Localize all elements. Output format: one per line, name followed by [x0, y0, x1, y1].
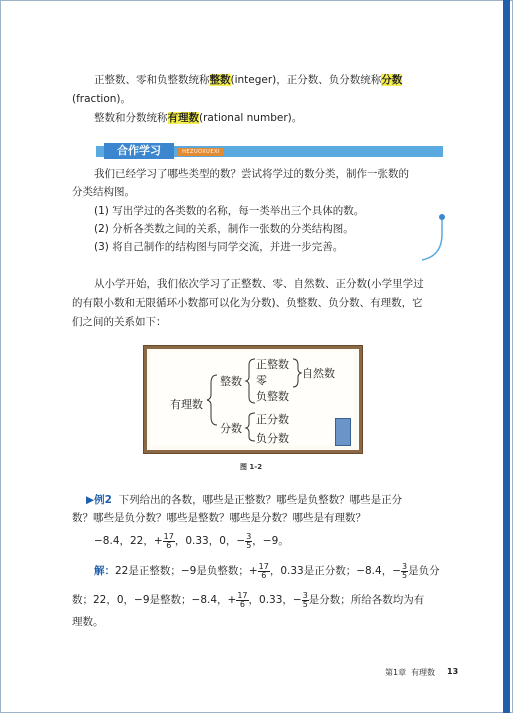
fraction-17-6: $\frac{17}{6}$ [163, 531, 174, 550]
solution-line3: 理数。 [72, 616, 104, 628]
example-line1 [86, 492, 402, 508]
nums-b: ，0.33，0，− [174, 535, 246, 547]
def2-text-a: 整数和分数统称 [94, 112, 168, 124]
definition-integer-fraction [94, 72, 402, 88]
example-line2: 数？哪些是负分数？哪些是整数？哪些是分数？哪些是有理数？ [72, 512, 366, 524]
definition-rational [94, 110, 302, 126]
diagram-fraction: 分数 [220, 422, 242, 435]
coop-end-curve [420, 212, 450, 264]
footer-chapter: 第1章 [385, 668, 407, 677]
page-edge-bar [503, 0, 510, 713]
def-text-a: 正整数、零和负整数统称 [94, 74, 210, 86]
diagram-rational: 有理数 [170, 398, 203, 411]
solution-label: 解： [94, 565, 115, 577]
diagram-positive-integer: 正整数 [256, 358, 289, 371]
def2-text-b: (rational number)。 [199, 112, 303, 124]
page-number: 13 [447, 667, 459, 676]
coop-item-1: (1) 写出学过的各类数的名称，每一类举出三个具体的数。 [94, 205, 365, 217]
intro-line1: 从小学开始，我们依次学习了正整数、零、自然数、正分数(小学里学过 [94, 278, 424, 290]
diagram-negative-integer: 负整数 [256, 390, 289, 403]
figure-caption: 图 1-2 [240, 463, 263, 471]
term-fraction: 分数 [381, 74, 403, 86]
example-question-a: 下列给出的各数，哪些是正整数？哪些是负整数？哪些是正分 [118, 494, 403, 506]
nums-c: ，−9。 [252, 535, 289, 547]
def-text-b: (integer)，正分数、负分数统称 [230, 74, 382, 86]
def-text-line2: (fraction)。 [72, 93, 132, 105]
pen-cup-illustration [335, 418, 351, 446]
fraction-3-5: $\frac{3}{5}$ [246, 531, 252, 550]
intro-line3: 们之间的关系如下： [72, 316, 167, 328]
coop-item-2: (2) 分析各类数之间的关系，制作一张数的分类结构图。 [94, 223, 354, 235]
intro-line2: 的有限小数和无限循环小数都可以化为分数)、负整数、负分数、有理数，它 [72, 297, 423, 309]
coop-text-line2: 分类结构图。 [72, 186, 135, 198]
footer-title: 有理数 [411, 668, 435, 677]
solution-line2: 数；22，0，−9是整数；−8.4，+ $\frac{17}{6}$ ，0.33，− $\frac{3}{5}$ 是分数；所给各数均为有 [72, 590, 425, 609]
coop-text-line1: 我们已经学习了哪些类型的数？尝试将学过的数分类，制作一张数的 [94, 168, 409, 180]
example-numbers [94, 530, 289, 552]
term-rational: 有理数 [167, 112, 199, 124]
coop-title: 合作学习 [104, 143, 174, 159]
diagram-integer: 整数 [220, 375, 242, 388]
fraction-3-5: $\frac{3}{5}$ [402, 561, 408, 580]
nums-a: −8.4，22，+ [94, 535, 163, 547]
diagram-natural: 自然数 [302, 367, 335, 380]
fraction-17-6: $\frac{17}{6}$ [258, 561, 269, 580]
diagram-negative-fraction: 负分数 [256, 432, 289, 445]
solution-line1: 解：22是正整数；−9是负整数；+ $\frac{17}{6}$ ，0.33是正分数；−8.4，− $\frac{3}{5}$ 是负分 [94, 561, 440, 580]
coop-item-3: (3) 将自己制作的结构图与同学交流，并进一步完善。 [94, 241, 344, 253]
example-label: ▶例2 [86, 494, 112, 506]
fraction-17-6: $\frac{17}{6}$ [237, 590, 248, 609]
diagram-positive-fraction: 正分数 [256, 413, 289, 426]
diagram-zero: 零 [256, 374, 267, 387]
term-integer: 整数 [209, 74, 231, 86]
coop-subtitle: HEZUOXUEXI [178, 148, 224, 156]
fraction-3-5: $\frac{3}{5}$ [302, 590, 308, 609]
